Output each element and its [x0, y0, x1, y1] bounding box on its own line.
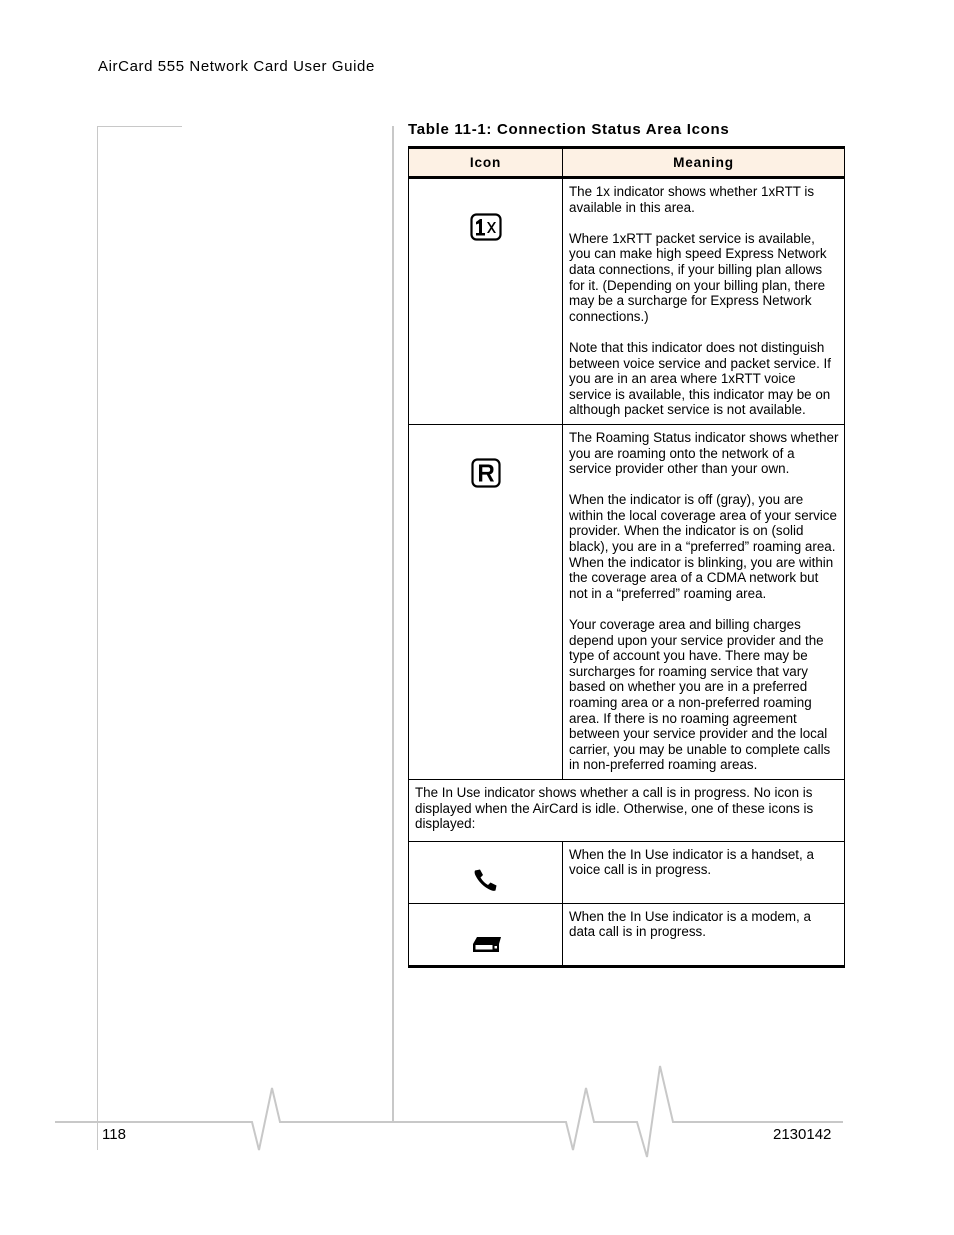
- meaning-cell: When the In Use indicator is a modem, a data call is in progress.: [563, 903, 845, 966]
- table-caption: Table 11-1: Connection Status Area Icons: [408, 121, 730, 138]
- meaning-paragraph: Your coverage area and billing charges depend upon your service provider and the type of account you have. There may be surcharges for roaming service that vary based on whether you are in a preferred roaming area or a non-preferred roaming area. If there is no roaming agreement between your service provider and the local carrier, you may be unable to complete calls in non-preferred roaming areas.: [569, 617, 831, 773]
- footer-heartbeat-rule: [0, 1060, 954, 1170]
- icon-cell: [409, 841, 563, 903]
- roaming-status-icon: [471, 458, 501, 488]
- meaning-cell: [563, 178, 845, 425]
- handset-icon: [472, 868, 500, 892]
- table-row: [409, 424, 845, 779]
- margin-rule-middle: [392, 126, 394, 1122]
- meaning-cell: When the In Use indicator is a handset, a voice call is in progress.: [563, 841, 845, 903]
- icon-cell: [409, 903, 563, 966]
- page-number: 118: [102, 1126, 126, 1143]
- meaning-paragraph: Note that this indicator does not distinguish between voice service and packet service. If you are in an area where 1xRTT voice service is available, this indicator may be on although packet service is not available.: [569, 339, 831, 418]
- modem-icon: [470, 936, 502, 954]
- meaning-paragraph: The Roaming Status indicator shows whether you are roaming onto the network of a service provider other than your own.: [569, 429, 839, 477]
- column-header-meaning: Meaning: [563, 148, 845, 178]
- meaning-paragraph: Where 1xRTT packet service is available, you can make high speed Express Network data connections, if your billing plan allows for it. (Depending on your billing plan, there may be a surcharge for Express Network connections.): [569, 230, 827, 324]
- column-header-icon: Icon: [409, 148, 563, 178]
- table-row: [409, 779, 845, 841]
- table-row: [409, 841, 845, 903]
- in-use-note-cell: The In Use indicator shows whether a call is in progress. No icon is displayed when the AirCard is idle. Otherwise, one of these icons is displayed:: [409, 779, 845, 841]
- icon-cell: [409, 178, 563, 425]
- icon-cell: [409, 424, 563, 779]
- meaning-paragraph: When the indicator is off (gray), you are within the local coverage area of your service provider. When the indicator is on (solid black), you are in a “preferred” roaming area. When the indicator is blinking, you are within the coverage area of a CDMA network but not in a “preferred” roaming area.: [569, 492, 837, 601]
- table-row: [409, 178, 845, 425]
- 1x-indicator-icon: [470, 213, 502, 241]
- meaning-cell: [563, 424, 845, 779]
- connection-status-table: [408, 146, 845, 968]
- running-header-title: AirCard 555 Network Card User Guide: [98, 58, 375, 75]
- table-row: [409, 903, 845, 966]
- margin-rule-top: [97, 126, 182, 127]
- document-number: 2130142: [773, 1126, 832, 1143]
- meaning-paragraph: The 1x indicator shows whether 1xRTT is available in this area.: [569, 184, 815, 215]
- table-header-row: [409, 148, 845, 178]
- margin-rule-left: [97, 126, 98, 1150]
